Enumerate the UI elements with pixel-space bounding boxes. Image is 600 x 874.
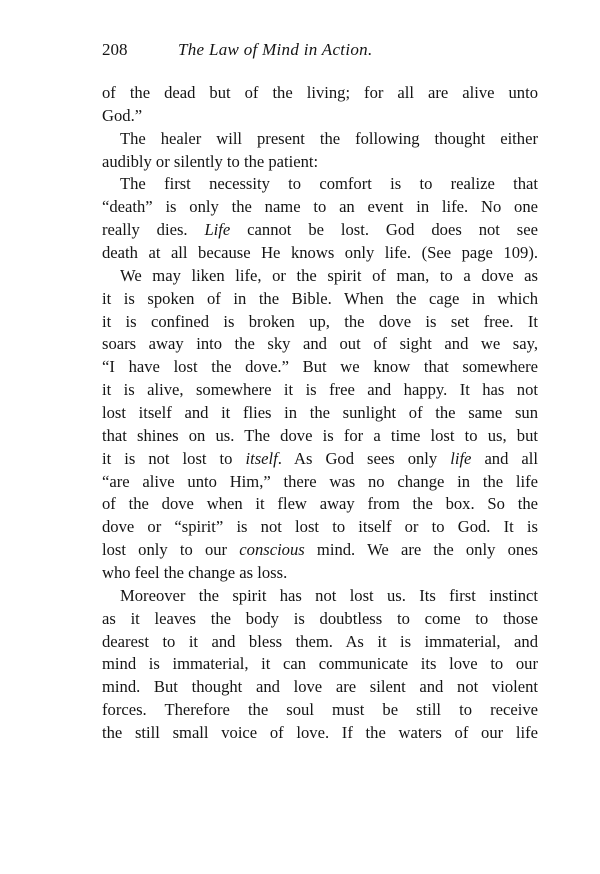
- text-segment: it is spoken of in the Bible. When the cage in which: [102, 288, 538, 308]
- text-line: [102, 539, 538, 562]
- text-line: [102, 333, 538, 356]
- text-segment: the still small voice of love. If the waters of our life: [102, 723, 538, 743]
- text-line: [102, 173, 538, 196]
- text-line: [102, 151, 538, 174]
- text-segment: death at all because He knows only life. (See page 109).: [102, 243, 538, 263]
- text-segment: mind is immaterial, it can communicate its love to our: [102, 654, 538, 674]
- text-segment: it is confined is broken up, the dove is set free. It: [102, 311, 538, 331]
- text-line: [102, 219, 538, 242]
- text-line: [102, 311, 538, 334]
- text-segment: really dies.: [102, 220, 205, 240]
- text-segment: it is not lost to: [102, 448, 246, 468]
- text-line: [102, 676, 538, 699]
- text-line: [102, 562, 538, 585]
- text-segment: who feel the change as loss.: [102, 563, 288, 583]
- text-line: [102, 653, 538, 676]
- text-segment: dove or “spirit” is not lost to itself or to God. It is: [102, 517, 538, 537]
- page-number: 208: [102, 40, 128, 59]
- italic-text: itself: [245, 448, 278, 468]
- text-segment: The first necessity to comfort is to realize that: [120, 174, 538, 194]
- text-segment: Moreover the spirit has not lost us. Its first instinct: [120, 585, 538, 605]
- text-line: [102, 493, 538, 516]
- text-segment: dearest to it and bless them. As it is immaterial, and: [102, 631, 538, 651]
- italic-text: conscious: [239, 540, 305, 560]
- text-segment: “death” is only the name to an event in life. No one: [102, 197, 538, 217]
- text-line: [102, 128, 538, 151]
- text-segment: The healer will present the following thought either: [120, 128, 538, 148]
- text-segment: We may liken life, or the spirit of man, to a dove as: [120, 265, 538, 285]
- text-line: [102, 471, 538, 494]
- text-segment: mind. But thought and love are silent and not violent: [102, 677, 538, 697]
- running-title: The Law of Mind in Action.: [178, 40, 373, 59]
- text-segment: God.”: [102, 105, 143, 125]
- text-segment: cannot be lost. God does not see: [230, 220, 538, 240]
- text-segment: and all: [471, 448, 539, 468]
- text-segment: mind. We are the only ones: [304, 540, 538, 560]
- text-segment: of the dead but of the living; for all are alive unto: [102, 83, 538, 102]
- text-segment: “are alive unto Him,” there was no change in the life: [102, 471, 538, 491]
- text-line: [102, 402, 538, 425]
- italic-text: Life: [204, 220, 231, 240]
- text-segment: audibly or silently to the patient:: [102, 151, 319, 171]
- text-line: [102, 379, 538, 402]
- text-segment: as it leaves the body is doubtless to come to those: [102, 608, 538, 628]
- text-segment: that shines on us. The dove is for a time lost to us, but: [102, 425, 538, 445]
- text-line: [102, 448, 538, 471]
- text-line: [102, 82, 538, 105]
- text-segment: of the dove when it flew away from the box. So the: [102, 494, 538, 514]
- text-line: [102, 425, 538, 448]
- italic-text: life: [450, 448, 472, 468]
- text-line: [102, 699, 538, 722]
- text-line: [102, 608, 538, 631]
- text-line: [102, 265, 538, 288]
- text-line: [102, 105, 538, 128]
- text-line: [102, 722, 538, 745]
- text-line: [102, 196, 538, 219]
- text-segment: “I have lost the dove.” But we know that somewhere: [102, 357, 538, 377]
- body-text: [102, 82, 538, 745]
- text-segment: lost only to our: [102, 540, 240, 560]
- text-segment: . As God sees only: [277, 448, 451, 468]
- text-line: [102, 288, 538, 311]
- text-line: [102, 585, 538, 608]
- text-line: [102, 356, 538, 379]
- text-line: [102, 242, 538, 265]
- text-segment: forces. Therefore the soul must be still to receive: [102, 700, 538, 720]
- text-segment: lost itself and it flies in the sunlight of the same sun: [102, 403, 538, 423]
- text-line: [102, 631, 538, 654]
- text-line: [102, 516, 538, 539]
- text-segment: it is alive, somewhere it is free and happy. It has not: [102, 380, 538, 400]
- text-segment: soars away into the sky and out of sight and we say,: [102, 334, 538, 354]
